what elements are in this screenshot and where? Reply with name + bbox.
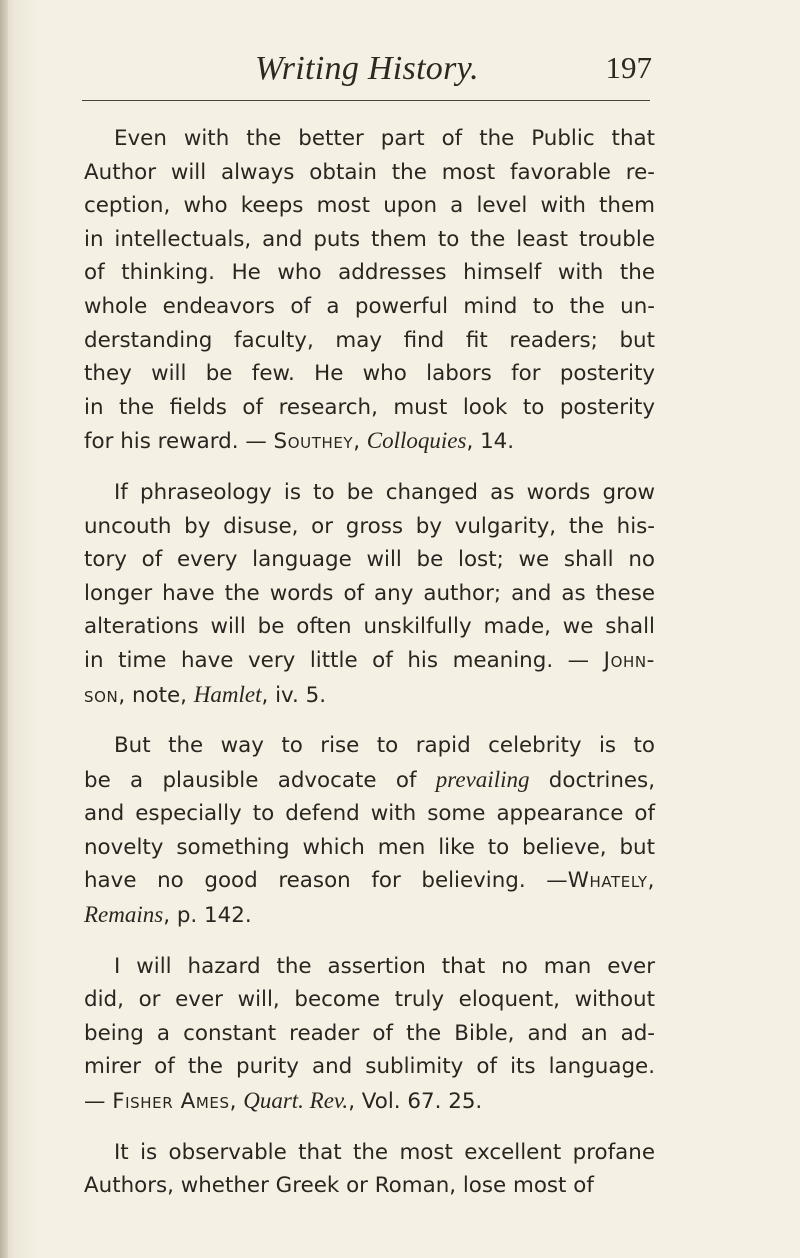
text-line: be a plausible advocate of prevailing doctrines, [84, 766, 656, 793]
text-line: I will hazard the assertion that no man ever [114, 953, 655, 979]
text-line: whole endeavors of a powerful mind to the un- [84, 293, 655, 319]
text-line: mirer of the purity and sublimity of its language. [84, 1054, 655, 1080]
text-line: ception, who keeps most upon a level with them [84, 193, 655, 219]
citation-line: for his reward. — Southey, Colloquies, 14. [84, 428, 515, 455]
text-line: being a constant reader of the Bible, and an ad- [84, 1020, 655, 1046]
text-line: Author will always obtain the most favorable re- [84, 159, 655, 185]
page-number: 197 [605, 50, 652, 85]
text-line: Even with the better part of the Public that [114, 126, 655, 151]
body-text [84, 122, 655, 1220]
text-line: It is observable that the most excellent profane [114, 1139, 655, 1165]
citation-work-title: Remains [84, 902, 164, 928]
text-line: alterations will be often unskilfully made, we shall [84, 614, 655, 640]
text-line: they will be few. He who labors for posterity [84, 361, 655, 387]
citation-author: son [84, 682, 119, 708]
page-header [82, 50, 652, 102]
quotation-paragraph [84, 476, 655, 712]
citation-line: Remains, p. 142. [84, 902, 252, 929]
citation-line: son, note, Hamlet, iv. 5. [84, 681, 327, 708]
citation-line: — Fisher Ames, Quart. Rev., Vol. 67. 25. [84, 1088, 483, 1115]
text-line: in time have very little of his meaning. — John- [84, 647, 655, 673]
text-line: in the fields of research, must look to posterity [84, 394, 655, 420]
running-title: Writing History. [255, 50, 479, 87]
quotation-paragraph [84, 950, 655, 1119]
citation-author: Fisher Ames [112, 1089, 230, 1115]
citation-work-title: Colloquies [366, 428, 467, 454]
quotation-paragraph [84, 122, 655, 459]
quotation-paragraph [84, 1136, 655, 1203]
text-line: tory of every language will be lost; we shall no [84, 547, 655, 573]
text-line: longer have the words of any author; and as these [84, 580, 655, 606]
text-line: in intellectuals, and puts them to the least trouble [84, 226, 655, 252]
text-line: and especially to defend with some appearance of [84, 801, 655, 827]
text-line: derstanding faculty, may find fit readers; but [84, 327, 655, 353]
text-line: have no good reason for believing. —Whately, [84, 868, 655, 894]
citation-work-title: Quart. Rev. [243, 1088, 349, 1114]
text-line: Authors, whether Greek or Roman, lose most of [84, 1173, 594, 1199]
text-line: did, or ever will, become truly eloquent, without [84, 987, 655, 1013]
quotation-paragraph [84, 729, 655, 933]
text-line: of thinking. He who addresses himself with the [84, 260, 655, 286]
page-gutter-edge [0, 0, 8, 1258]
text-line: But the way to rise to rapid celebrity is to [114, 733, 655, 759]
text-line: If phraseology is to be changed as words grow [114, 479, 655, 505]
text-line: novelty something which men like to believe, but [84, 834, 655, 860]
citation-work-title: Hamlet [193, 681, 262, 707]
citation-author: Southey [273, 429, 354, 455]
text-line: uncouth by disuse, or gross by vulgarity, the his- [84, 513, 655, 539]
header-rule [82, 100, 650, 101]
